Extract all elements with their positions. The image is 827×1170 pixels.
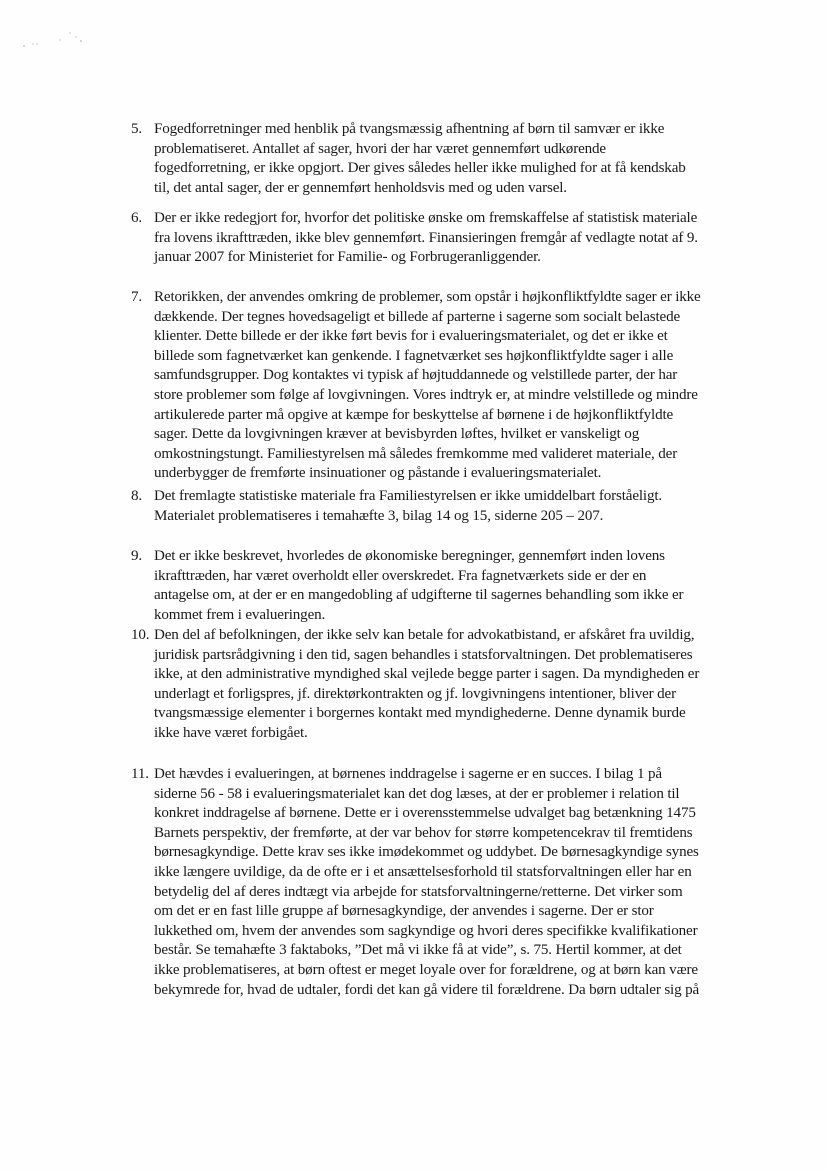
- list-item-11: [131, 765, 751, 1000]
- item-number: 8.: [131, 488, 143, 504]
- list-item-5: [131, 120, 751, 198]
- item-text: Det hævdes i evalueringen, at børnenes inddragelse i sagerne er en succes. I bilag 1 på siderne 56 - 58 i evalueringsmaterialet kan det dog læses, at der er problemer i relation til konkret inddragelse af børnene. Dette er i overensstemmelse udvalget bag betænkning 1475 Barnets perspektiv, der fremførte, at der var behov for større kompetencekrav til fremtidens børnesagkyndige. Dette krav ses ikke imødekommet og uddybet. De børnesagkyndige synes ikke længere uvildige, da de ofte er i et ansættelsesforhold til statsforvaltningen eller har en betydelig del af deres indtægt via arbejde for statsforvaltningerne/retterne. Det virker som om det er en fast lille gruppe af børnesagkyndige, der anvendes i sagerne. Der er stor lukkethed om, hvem der anvendes som sagkyndige og hvori deres specifikke kvalifikationer består. Se temahæfte 3 faktaboks, ”Det må vi ikke få at vide”, s. 75. Hertil kommer, at det ikke problematiseres, at børn oftest er meget loyale over for forældrene, og at børn kan være bekymrede for, hvad de udtaler, fordi det kan gå videre til forældrene. Da børn udtaler sig på: [154, 766, 700, 998]
- item-number: 5.: [131, 121, 143, 137]
- item-number: 6.: [131, 210, 143, 226]
- item-number: 10.: [131, 627, 150, 643]
- item-number: 7.: [131, 289, 143, 305]
- item-text: Den del af befolkningen, der ikke selv kan betale for advokatbistand, er afskåret fra uvildig, juridisk partsrådgivning i den tid, sagen behandles i statsforvaltningen. Det problematiseres ikke, at den administrative myndighed skal vejlede begge parter i sagen. Da myndigheden er underlagt et forligspres, jf. direktørkontrakten og jf. lovgivningens intentioner, bliver der tvangsmæssige elementer i borgernes kontakt med myndighederne. Denne dynamik burde ikke have været forbigået.: [154, 627, 700, 741]
- list-item-10: [131, 626, 751, 744]
- item-text: Der er ikke redegjort for, hvorfor det politiske ønske om fremskaffelse af statistisk materiale fra lovens ikrafttræden, ikke blev gennemført. Finansieringen fremgår af vedlagte notat af 9. januar 2007 for Ministeriet for Familie- og Forbrugeranliggender.: [154, 210, 698, 266]
- list-item-7: [131, 288, 751, 484]
- list-item-8: [131, 487, 751, 526]
- list-item-6: [131, 209, 751, 268]
- item-text: Fogedforretninger med henblik på tvangsmæssig afhentning af børn til samvær er ikke problematiseret. Antallet af sager, hvori der har været gennemført udkørende fogedforretning, er ikke opgjort. Der gives således heller ikke mulighed for at få kendskab til, det antal sager, der er gennemført henholdsvis med og uden varsel.: [154, 121, 686, 196]
- list-item-9: [131, 547, 751, 625]
- item-text: Det fremlagte statistiske materiale fra Familiestyrelsen er ikke umiddelbart forståeligt. Materialet problematiseres i temahæfte 3, bilag 14 og 15, siderne 205 – 207.: [154, 488, 663, 524]
- scan-artifact-specks: [18, 28, 88, 52]
- item-number: 11.: [131, 766, 149, 782]
- item-text: Det er ikke beskrevet, hvorledes de økonomiske beregninger, gennemført inden lovens ikrafttræden, har været overholdt eller overskredet. Fra fagnetværkets side er der en antagelse om, at der er en mangedobling af udgifterne til sagernes behandling som ikke er kommet frem i evalueringen.: [154, 548, 684, 623]
- item-number: 9.: [131, 548, 143, 564]
- item-text: Retorikken, der anvendes omkring de problemer, som opstår i højkonfliktfyldte sager er ikke dækkende. Der tegnes hovedsageligt et billede af parterne i sagerne som socialt belastede klienter. Dette billede er der ikke ført bevis for i evalueringsmaterialet, og det er ikke et billede som fagnetværket kan genkende. I fagnetværket ses højkonfliktfyldte sager i alle samfundsgrupper. Dog kontaktes vi typisk af højtuddannede og velstillede parter, der har store problemer som følge af lovgivningen. Vores indtryk er, at mindre velstillede og mindre artikulerede parter må opgive at kæmpe for beskyttelse af børnene i de højkonfliktfyldte sager. Dette da lovgivningen kræver at bevisbyrden løftes, hvilket er vanskeligt og omkostningstungt. Familiestyrelsen må således fremkomme med valideret materiale, der underbygger de fremførte insinuationer og påstande i evalueringsmaterialet.: [154, 289, 701, 482]
